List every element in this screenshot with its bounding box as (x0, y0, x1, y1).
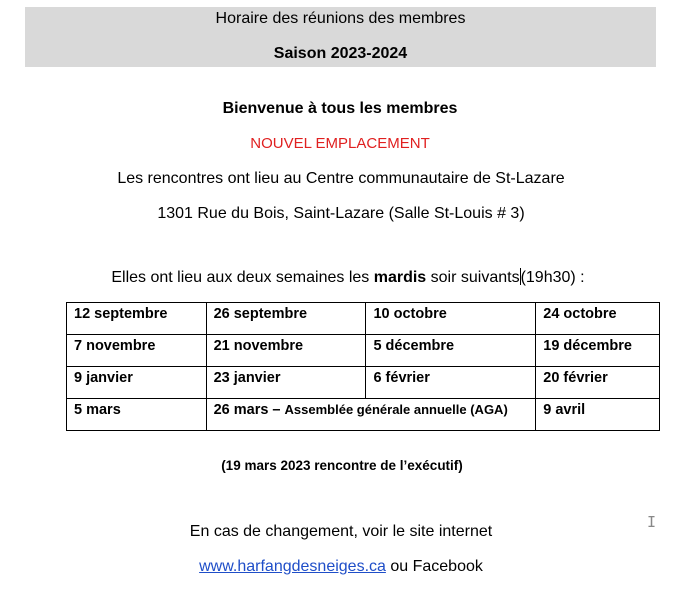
date-cell: 19 décembre (536, 335, 660, 367)
meeting-place-text: Les rencontres ont lieu au Centre communautaire de St-Lazare (117, 170, 565, 187)
table-row (67, 303, 660, 335)
website-link[interactable]: www.harfangdesneiges.ca (199, 558, 386, 575)
date-cell: 6 février (366, 367, 536, 399)
table-row (67, 399, 660, 431)
date-cell: 9 avril (536, 399, 660, 431)
date-cell: 20 février (536, 367, 660, 399)
intro-time: (19h30) : (520, 269, 585, 286)
table-row (67, 335, 660, 367)
date-cell: 12 septembre (67, 303, 207, 335)
intro-weekday: mardis (373, 269, 427, 286)
meeting-dates-table (66, 302, 660, 431)
schedule-intro (0, 268, 684, 287)
season-label: Saison 2023-2024 (273, 45, 408, 62)
date-cell: 9 janvier (67, 367, 207, 399)
i-beam-cursor-icon: I (647, 513, 657, 531)
link-separator: ou (385, 558, 413, 575)
table-row (67, 367, 660, 399)
address-text: 1301 Rue du Bois, Saint-Lazare (Salle St-Louis # 3) (157, 205, 525, 222)
change-notice: En cas de changement, voir le site internet (189, 523, 493, 540)
date-cell: 7 novembre (67, 335, 207, 367)
date-cell: 10 octobre (366, 303, 536, 335)
facebook-text: Facebook (412, 558, 483, 575)
date-cell: 21 novembre (206, 335, 366, 367)
intro-before: Elles ont lieu aux deux semaines les (111, 269, 374, 286)
intro-after: soir suivants (426, 269, 520, 286)
executive-meeting-note: (19 mars 2023 rencontre de l’exécutif) (221, 458, 463, 473)
agm-date-cell (206, 399, 536, 431)
date-cell: 5 décembre (366, 335, 536, 367)
date-cell: 23 janvier (206, 367, 366, 399)
welcome-text: Bienvenue à tous les membres (222, 100, 458, 117)
date-cell: 26 septembre (206, 303, 366, 335)
schedule-title: Horaire des réunions des membres (215, 10, 466, 27)
agm-date: 26 mars – (213, 402, 285, 418)
header-banner (25, 7, 656, 67)
date-cell: 24 octobre (536, 303, 660, 335)
date-cell: 5 mars (67, 399, 207, 431)
contact-links (0, 558, 682, 576)
new-location-notice: NOUVEL EMPLACEMENT (250, 135, 430, 152)
agm-label: Assemblée générale annuelle (AGA) (284, 402, 508, 417)
